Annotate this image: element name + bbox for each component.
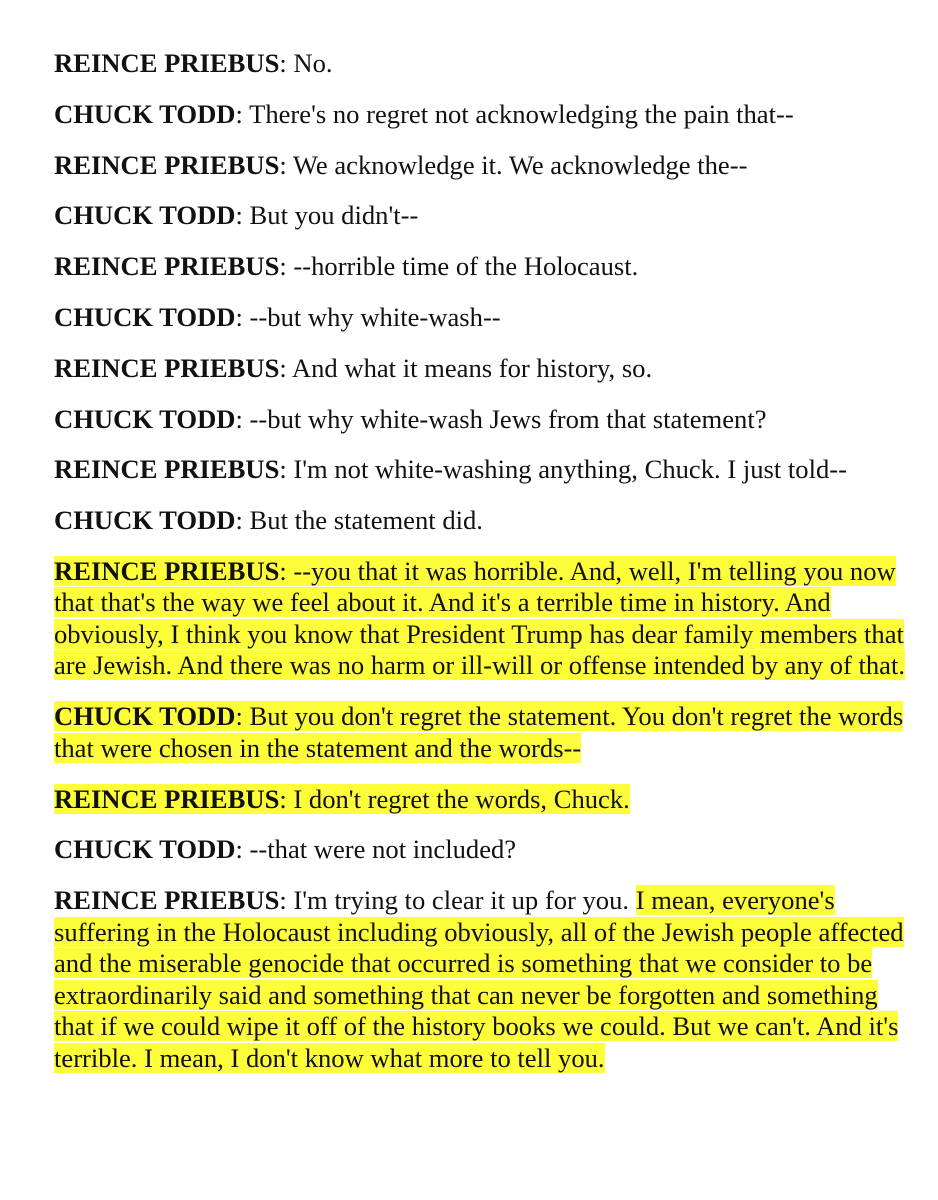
dialogue-text: We acknowledge it. We acknowledge the--	[286, 149, 748, 180]
speaker-separator: :	[235, 200, 243, 231]
dialogue-text: No.	[286, 48, 333, 78]
transcript-line-5	[54, 251, 914, 283]
speaker-separator: :	[235, 98, 243, 129]
transcript-line-1	[54, 48, 914, 80]
transcript-line-12-highlighted	[54, 701, 914, 764]
speaker-separator: :	[279, 555, 287, 586]
highlight-mark: I mean, everyone's suffering in the Holocaust including obviously, all of the Jewish people affected and the miserable genocide that occurred is something that we consider to be extraordinarily said and something that can never be forgotten and something that if we could wipe it off of the history books we could. But we can't. And it's terrible. I mean, I don't know what more to tell you.	[54, 885, 904, 1073]
dialogue-text: I don't regret the words, Chuck.	[286, 783, 630, 814]
speaker-separator: :	[279, 251, 287, 282]
dialogue-text: --but why white-wash Jews from that statement?	[242, 403, 767, 434]
speaker-name: REINCE PRIEBUS	[54, 555, 280, 586]
dialogue-text: But you don't regret the statement. You don't regret the words that were chosen in the statement and the words--	[54, 701, 904, 763]
speaker-name: REINCE PRIEBUS	[54, 149, 280, 180]
transcript-line-11-highlighted	[54, 556, 914, 682]
speaker-name: CHUCK TODD	[54, 834, 236, 865]
speaker-separator: :	[279, 352, 287, 383]
speaker-name: REINCE PRIEBUS	[54, 251, 280, 282]
speaker-name: CHUCK TODD	[54, 301, 236, 332]
highlight-mark	[54, 701, 903, 763]
dialogue-text: I'm trying to clear it up for you.	[286, 885, 636, 916]
speaker-separator: :	[235, 701, 243, 732]
dialogue-text: And what it means for history, so.	[286, 352, 653, 383]
dialogue-text: --you that it was horrible. And, well, I'm telling you now that that's the way we feel about it. And it's a terrible time in history. And obviously, I think you know that President Trump has dear family members that are Jewish. And there was no harm or ill-will or offense intended by any of that.	[54, 555, 906, 681]
transcript-line-7	[54, 353, 914, 385]
speaker-name: CHUCK TODD	[54, 200, 236, 231]
highlight-mark	[54, 556, 905, 681]
transcript-line-15	[54, 885, 914, 1074]
speaker-name: REINCE PRIEBUS	[54, 885, 280, 916]
speaker-separator: :	[279, 885, 287, 916]
transcript-line-14	[54, 834, 914, 866]
speaker-separator: :	[235, 301, 243, 332]
speaker-separator: :	[279, 454, 287, 485]
dialogue-text: I'm not white-washing anything, Chuck. I just told--	[286, 454, 847, 485]
transcript-line-4	[54, 200, 914, 232]
speaker-separator: :	[235, 505, 243, 536]
speaker-separator: :	[279, 48, 287, 78]
dialogue-text: But the statement did.	[242, 505, 483, 536]
speaker-name: CHUCK TODD	[54, 403, 236, 434]
dialogue-text: --but why white-wash--	[242, 301, 501, 332]
highlight-mark	[54, 784, 630, 814]
dialogue-text: There's no regret not acknowledging the pain that--	[242, 98, 794, 129]
transcript-line-3	[54, 150, 914, 182]
speaker-name: CHUCK TODD	[54, 701, 236, 732]
dialogue-text: --that were not included?	[242, 834, 517, 865]
speaker-name: CHUCK TODD	[54, 505, 236, 536]
speaker-separator: :	[235, 403, 243, 434]
dialogue-text: But you didn't--	[242, 200, 419, 231]
speaker-name: REINCE PRIEBUS	[54, 48, 280, 78]
transcript-line-6	[54, 302, 914, 334]
speaker-separator: :	[235, 834, 243, 865]
speaker-name: REINCE PRIEBUS	[54, 783, 280, 814]
speaker-name: CHUCK TODD	[54, 98, 236, 129]
transcript-page	[54, 48, 914, 1093]
speaker-name: REINCE PRIEBUS	[54, 454, 280, 485]
transcript-line-2	[54, 99, 914, 131]
transcript-line-10	[54, 505, 914, 537]
transcript-line-13-highlighted	[54, 784, 914, 816]
transcript-line-8	[54, 404, 914, 436]
transcript-line-9	[54, 454, 914, 486]
speaker-separator: :	[279, 149, 287, 180]
speaker-name: REINCE PRIEBUS	[54, 352, 280, 383]
dialogue-text: --horrible time of the Holocaust.	[286, 251, 639, 282]
speaker-separator: :	[279, 783, 287, 814]
